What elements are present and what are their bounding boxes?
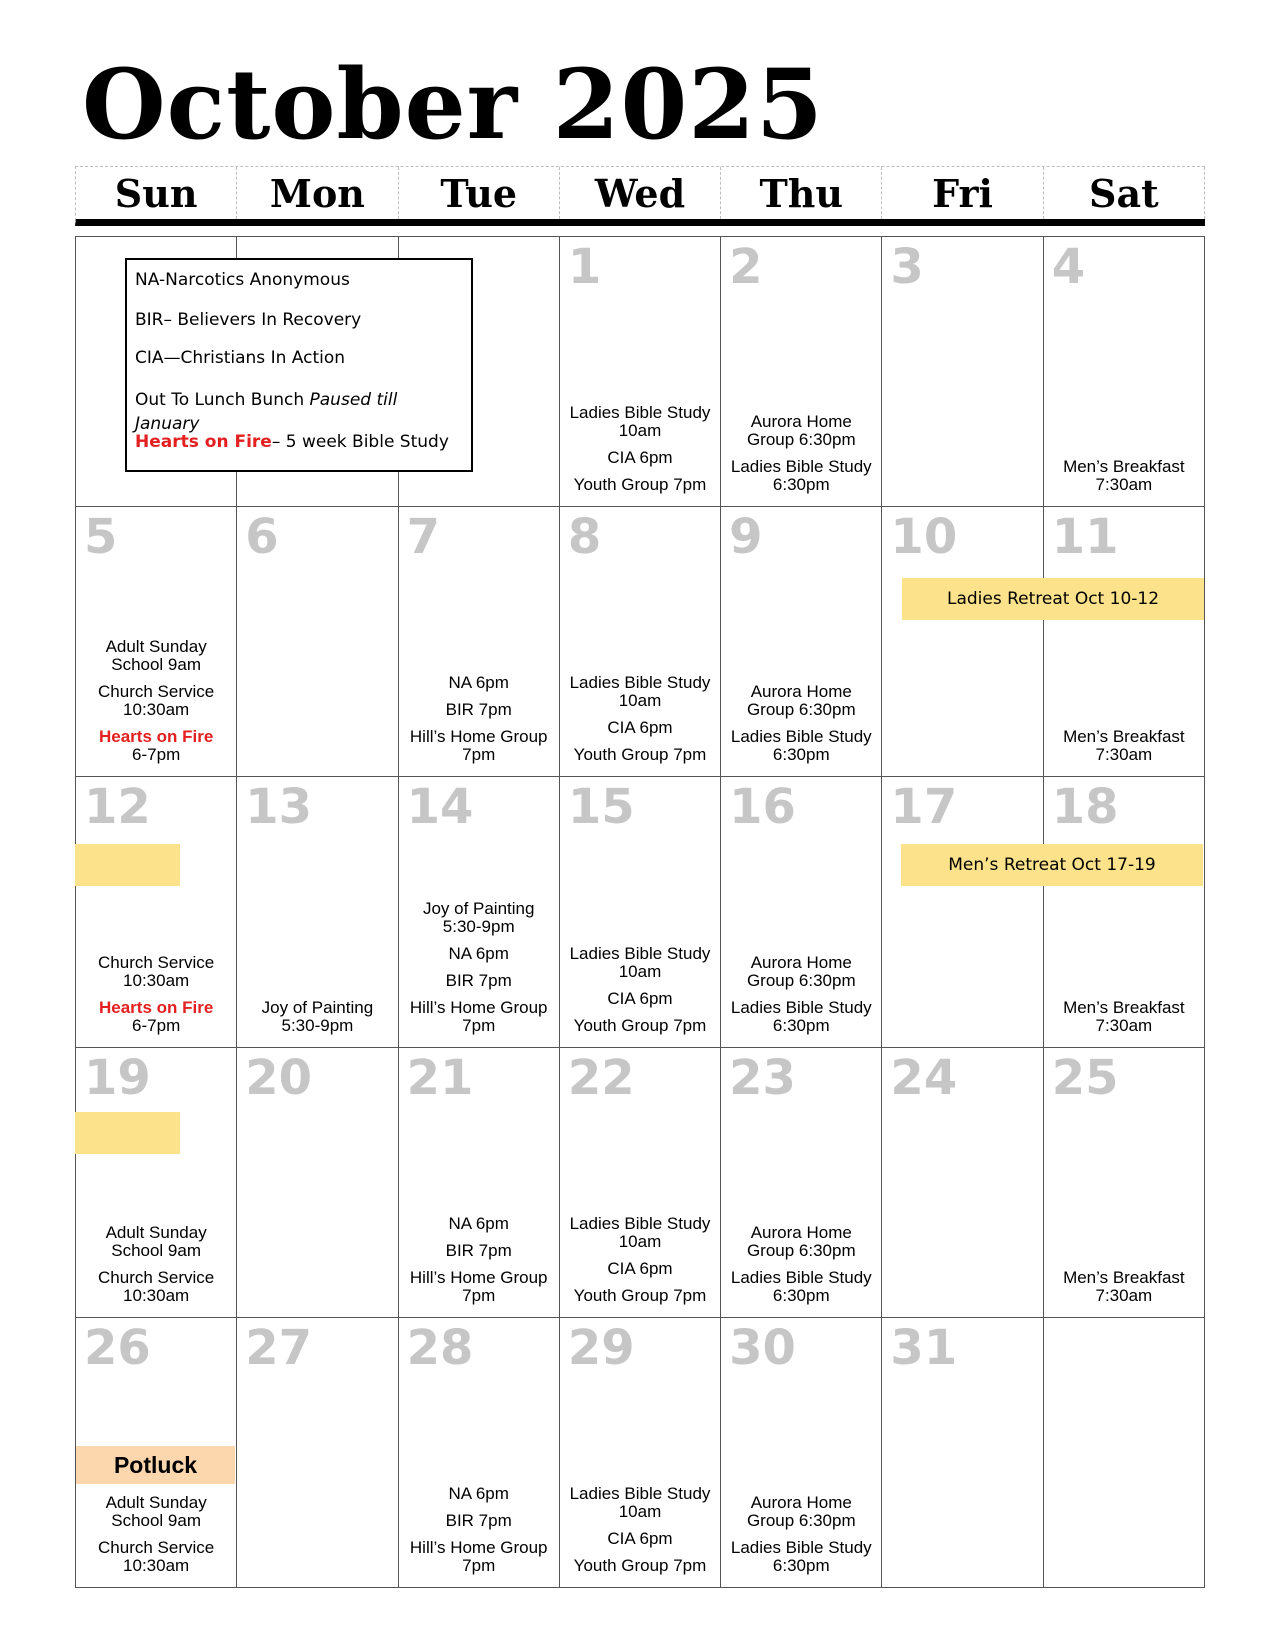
- day-cell: [1044, 1048, 1205, 1318]
- day-cell: [237, 1048, 398, 1318]
- day-cell: [721, 1048, 882, 1318]
- day-number: 4: [1051, 239, 1086, 295]
- potluck-label: Potluck: [76, 1446, 235, 1484]
- event-item: Youth Group 7pm: [573, 475, 707, 495]
- event-item: Aurora Home Group 6:30pm: [746, 1493, 856, 1530]
- event-list: [399, 900, 559, 1035]
- event-item: 6-7pm: [132, 745, 181, 765]
- day-number: 8: [567, 509, 602, 566]
- event-item: Adult Sunday School 9am: [105, 637, 207, 675]
- day-cell: [560, 507, 721, 777]
- event-item: Adult Sunday School 9am: [105, 1493, 207, 1530]
- event-item: Men’s Breakfast 7:30am: [1063, 997, 1185, 1035]
- day-number: 22: [567, 1049, 635, 1106]
- legend-lunch-note: Paused till January: [135, 390, 398, 434]
- day-number: 26: [84, 1319, 151, 1376]
- day-cell: [1044, 237, 1205, 507]
- day-number: 17: [890, 779, 958, 836]
- weekday-sun: Sun: [76, 167, 237, 219]
- day-number: 28: [406, 1319, 474, 1376]
- event-item: Youth Group 7pm: [573, 1285, 707, 1305]
- event-list: [1044, 999, 1204, 1035]
- event-item: Ladies Bible Study 6:30pm: [730, 727, 872, 765]
- day-number: 12: [84, 779, 151, 836]
- day-cell: [1044, 507, 1205, 777]
- event-item: Hill’s Home Group 7pm: [409, 727, 548, 765]
- event-item: Ladies Bible Study 10am: [569, 673, 711, 711]
- day-cell: [560, 1318, 721, 1588]
- weekday-header: [75, 166, 1205, 226]
- event-item: BIR 7pm: [445, 1511, 512, 1530]
- legend-lunch: [135, 388, 463, 434]
- event-item: 6-7pm: [132, 1015, 181, 1035]
- event-item: Men’s Breakfast 7:30am: [1063, 1267, 1185, 1305]
- event-list: [76, 1224, 236, 1305]
- event-item: Men’s Breakfast 7:30am: [1063, 727, 1185, 765]
- day-cell: [237, 507, 398, 777]
- day-cell: [560, 1048, 721, 1318]
- day-number: 25: [1051, 1049, 1119, 1106]
- day-number: 19: [84, 1049, 151, 1106]
- event-item: Church Service 10:30am: [98, 952, 215, 990]
- event-item: NA 6pm: [448, 1213, 509, 1233]
- day-number: 24: [890, 1049, 958, 1106]
- event-item: NA 6pm: [448, 673, 509, 693]
- highlight-marker-12: [75, 844, 180, 886]
- event-item: Youth Group 7pm: [573, 1015, 707, 1035]
- day-cell: [399, 507, 560, 777]
- event-list: [560, 945, 720, 1035]
- day-number: 18: [1051, 779, 1119, 836]
- event-list: [560, 674, 720, 764]
- legend-lunch-label: Out To Lunch Bunch: [135, 390, 310, 410]
- weekday-fri: Fri: [882, 167, 1043, 219]
- event-item: Church Service 10:30am: [98, 682, 215, 720]
- event-item: Hill’s Home Group 7pm: [409, 1538, 548, 1575]
- event-list: [560, 404, 720, 494]
- event-list: [76, 954, 236, 1035]
- day-number: 21: [406, 1049, 474, 1106]
- weekday-tue: Tue: [399, 167, 560, 219]
- calendar-title: October 2025: [82, 48, 824, 161]
- day-number: 16: [729, 779, 796, 836]
- legend-box: [125, 258, 473, 472]
- event-list: [721, 683, 881, 764]
- weekday-mon: Mon: [237, 167, 398, 219]
- day-cell: [76, 507, 237, 777]
- event-item: Ladies Bible Study 10am: [569, 403, 711, 441]
- event-item: Hill’s Home Group 7pm: [409, 997, 548, 1035]
- day-cell: [560, 237, 721, 507]
- day-number: 6: [245, 509, 279, 566]
- mens-retreat-band: Men’s Retreat Oct 17-19: [901, 844, 1203, 886]
- event-item: Hearts on Fire: [98, 997, 214, 1017]
- event-item: Joy of Painting 5:30-9pm: [422, 898, 535, 936]
- event-item: Ladies Bible Study 10am: [569, 1484, 711, 1521]
- day-number: 9: [729, 509, 763, 566]
- day-number: 23: [729, 1049, 796, 1106]
- weekday-sat: Sat: [1044, 167, 1205, 219]
- event-item: Aurora Home Group 6:30pm: [746, 1222, 856, 1260]
- day-cell: [882, 237, 1043, 507]
- day-cell: [76, 1048, 237, 1318]
- event-item: Church Service 10:30am: [98, 1538, 215, 1575]
- day-cell: [882, 507, 1043, 777]
- day-number: 11: [1051, 509, 1119, 566]
- event-list: [399, 674, 559, 764]
- day-number: 29: [567, 1319, 635, 1376]
- event-list: [76, 638, 236, 764]
- day-cell: [399, 1318, 560, 1588]
- event-item: CIA 6pm: [607, 1529, 673, 1548]
- legend-bir: BIR– Believers In Recovery: [135, 310, 362, 330]
- day-cell: [560, 777, 721, 1047]
- day-number: 13: [245, 779, 313, 836]
- event-item: Men’s Breakfast 7:30am: [1063, 457, 1185, 495]
- day-number: 20: [245, 1049, 313, 1106]
- event-list: [76, 1494, 236, 1575]
- event-item: BIR 7pm: [445, 1240, 512, 1260]
- event-item: Ladies Bible Study 6:30pm: [730, 457, 872, 495]
- day-number: 15: [567, 779, 635, 836]
- event-item: Ladies Bible Study 10am: [569, 1213, 711, 1251]
- event-item: Aurora Home Group 6:30pm: [746, 952, 856, 990]
- highlight-marker-19: [75, 1112, 180, 1154]
- event-item: Ladies Bible Study 6:30pm: [730, 997, 872, 1035]
- day-cell: [1044, 1318, 1205, 1588]
- event-item: Hill’s Home Group 7pm: [409, 1267, 548, 1305]
- day-number: 27: [245, 1319, 313, 1376]
- ladies-retreat-band: Ladies Retreat Oct 10-12: [902, 578, 1204, 620]
- day-number: 30: [729, 1319, 796, 1376]
- legend-hearts: [135, 430, 463, 470]
- event-item: Joy of Painting 5:30-9pm: [261, 997, 374, 1035]
- event-item: Aurora Home Group 6:30pm: [746, 682, 856, 720]
- day-cell: [721, 507, 882, 777]
- event-list: [399, 1485, 559, 1575]
- day-cell: [882, 1048, 1043, 1318]
- event-list: [1044, 458, 1204, 494]
- event-item: Youth Group 7pm: [573, 1556, 707, 1575]
- weekday-thu: Thu: [721, 167, 882, 219]
- event-list: [560, 1485, 720, 1575]
- day-number: 10: [890, 509, 958, 566]
- event-item: Aurora Home Group 6:30pm: [746, 412, 856, 450]
- day-cell: [237, 777, 398, 1047]
- legend-hearts-label: Hearts on Fire: [135, 432, 272, 452]
- legend-hearts-desc: – 5 week Bible Study: [271, 432, 449, 452]
- event-list: [237, 999, 397, 1035]
- day-number: 14: [406, 779, 474, 836]
- event-item: NA 6pm: [448, 1484, 509, 1503]
- event-item: Church Service 10:30am: [98, 1267, 215, 1305]
- event-item: BIR 7pm: [445, 970, 512, 990]
- event-list: [721, 413, 881, 494]
- weekday-wed: Wed: [560, 167, 721, 219]
- event-item: CIA 6pm: [607, 1258, 673, 1278]
- event-list: [399, 1215, 559, 1305]
- event-item: NA 6pm: [448, 943, 509, 963]
- event-item: Adult Sunday School 9am: [105, 1222, 207, 1260]
- event-list: [1044, 1269, 1204, 1305]
- day-cell: [882, 777, 1043, 1047]
- event-item: Ladies Bible Study 6:30pm: [730, 1267, 872, 1305]
- event-list: [560, 1215, 720, 1305]
- day-cell: [721, 237, 882, 507]
- day-number: 1: [567, 239, 602, 295]
- day-cell: [399, 777, 560, 1047]
- day-cell: [1044, 777, 1205, 1047]
- day-cell: [76, 777, 237, 1047]
- event-item: Hearts on Fire: [98, 727, 214, 747]
- day-number: 7: [406, 509, 440, 566]
- day-number: 5: [84, 509, 118, 566]
- day-number: 3: [890, 239, 924, 295]
- legend-cia: CIA—Christians In Action: [135, 348, 346, 368]
- day-cell: [399, 1048, 560, 1318]
- day-cell: [721, 777, 882, 1047]
- legend-na: NA-Narcotics Anonymous: [135, 270, 350, 290]
- day-number: 2: [729, 239, 763, 295]
- event-item: CIA 6pm: [607, 448, 673, 468]
- day-number: 31: [890, 1319, 958, 1376]
- day-cell: [237, 1318, 398, 1588]
- day-cell: [721, 1318, 882, 1588]
- event-item: BIR 7pm: [445, 700, 512, 720]
- event-list: [721, 1494, 881, 1575]
- event-item: Ladies Bible Study 6:30pm: [730, 1538, 872, 1575]
- event-list: [721, 1224, 881, 1305]
- event-item: CIA 6pm: [607, 988, 673, 1008]
- day-cell: [882, 1318, 1043, 1588]
- event-item: Youth Group 7pm: [573, 745, 707, 765]
- event-item: Ladies Bible Study 10am: [569, 943, 711, 981]
- event-list: [721, 954, 881, 1035]
- event-item: CIA 6pm: [607, 718, 673, 738]
- event-list: [1044, 728, 1204, 764]
